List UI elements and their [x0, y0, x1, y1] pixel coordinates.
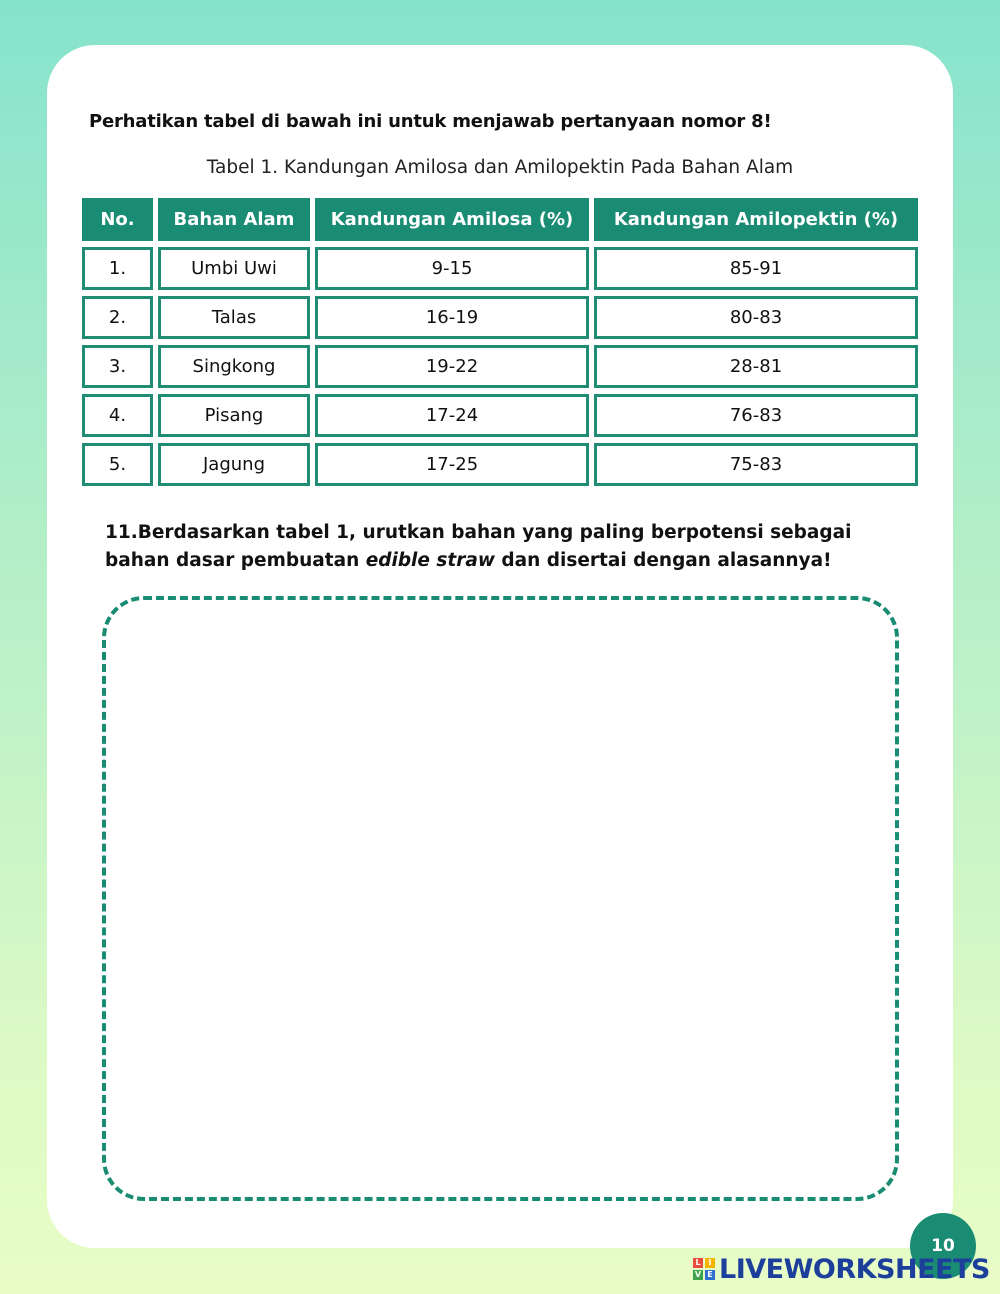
- cell-no: 3.: [82, 345, 153, 388]
- table-row: [82, 296, 918, 339]
- question-prefix: 11.Berdasarkan tabel 1, urutkan bahan yang paling berpotensi sebagai bahan dasar pembuatan: [105, 522, 852, 571]
- cell-bahan-alam: Singkong: [158, 345, 310, 388]
- header-amilosa: Kandungan Amilosa (%): [315, 198, 589, 241]
- cell-amilosa: 16-19: [315, 296, 589, 339]
- cell-amilosa: 17-25: [315, 443, 589, 486]
- header-amilopektin: Kandungan Amilopektin (%): [594, 198, 918, 241]
- header-bahan-alam: Bahan Alam: [158, 198, 310, 241]
- question-text: [105, 519, 905, 575]
- liveworksheets-brand-text: LIVEWORKSHEETS: [719, 1253, 990, 1285]
- cell-bahan-alam: Jagung: [158, 443, 310, 486]
- cell-no: 1.: [82, 247, 153, 290]
- cell-no: 2.: [82, 296, 153, 339]
- liveworksheets-logo: [693, 1253, 990, 1285]
- table-row: [82, 345, 918, 388]
- logo-square-l: L: [693, 1258, 703, 1268]
- table-row: [82, 247, 918, 290]
- answer-input-box[interactable]: [102, 596, 899, 1201]
- question-emphasis: edible straw: [365, 550, 495, 571]
- cell-amilosa: 19-22: [315, 345, 589, 388]
- instruction-text: Perhatikan tabel di bawah ini untuk menjawab pertanyaan nomor 8!: [89, 111, 772, 132]
- cell-no: 5.: [82, 443, 153, 486]
- data-table: [82, 198, 918, 492]
- question-suffix: dan disertai dengan alasannya!: [494, 550, 832, 571]
- table-header-row: [82, 198, 918, 241]
- table-caption: Tabel 1. Kandungan Amilosa dan Amilopektin Pada Bahan Alam: [206, 157, 794, 178]
- cell-bahan-alam: Talas: [158, 296, 310, 339]
- cell-bahan-alam: Pisang: [158, 394, 310, 437]
- logo-square-v: V: [694, 1270, 702, 1279]
- table-row: [82, 394, 918, 437]
- page-number-badge: 10: [910, 1213, 976, 1279]
- cell-no: 4.: [82, 394, 153, 437]
- cell-amilopektin: 28-81: [594, 345, 918, 388]
- header-no: No.: [82, 198, 153, 241]
- cell-bahan-alam: Umbi Uwi: [158, 247, 310, 290]
- liveworksheets-logo-icon: [693, 1258, 715, 1280]
- cell-amilosa: 17-24: [315, 394, 589, 437]
- logo-square-e: E: [705, 1270, 715, 1280]
- cell-amilopektin: 76-83: [594, 394, 918, 437]
- cell-amilopektin: 80-83: [594, 296, 918, 339]
- logo-square-i: I: [705, 1258, 715, 1268]
- cell-amilosa: 9-15: [315, 247, 589, 290]
- cell-amilopektin: 75-83: [594, 443, 918, 486]
- cell-amilopektin: 85-91: [594, 247, 918, 290]
- table-row: [82, 443, 918, 486]
